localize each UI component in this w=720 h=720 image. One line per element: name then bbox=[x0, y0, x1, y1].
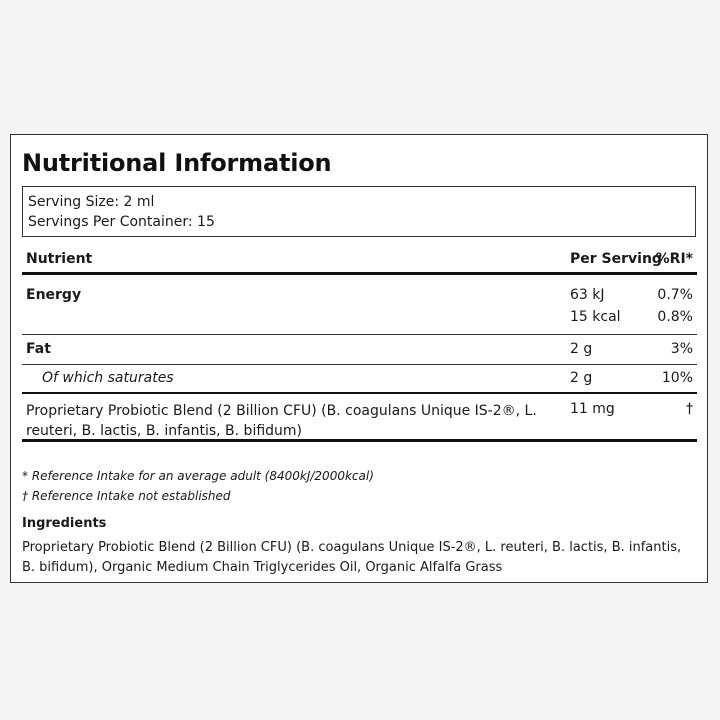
per-serving-value: 15 kcal bbox=[570, 309, 621, 325]
header-ri: %RI* bbox=[655, 251, 693, 267]
nutrition-panel bbox=[10, 134, 708, 583]
panel-title: Nutritional Information bbox=[22, 149, 332, 177]
table-row bbox=[22, 394, 697, 442]
ri-value: 10% bbox=[661, 370, 693, 386]
table-row bbox=[22, 365, 697, 394]
ingredients-text: Proprietary Probiotic Blend (2 Billion CFU) (B. coagulans Unique IS-2®, L. reuteri, B. lactis, B. infantis, B. bifidum), Organic Medium Chain Triglycerides Oil, Organic Alfalfa Grass bbox=[22, 540, 682, 575]
ri-value: 0.8% bbox=[657, 309, 693, 325]
servings-per-container: Servings Per Container: 15 bbox=[28, 214, 215, 230]
ri-value: 3% bbox=[670, 341, 693, 357]
table-row bbox=[22, 306, 697, 335]
nutrient-name: Proprietary Probiotic Blend (2 Billion CFU) (B. coagulans Unique IS-2®, L. reuteri, B. lactis, B. infantis, B. bifidum) bbox=[26, 403, 537, 439]
per-serving-value: 11 mg bbox=[570, 401, 615, 417]
per-serving-value: 2 g bbox=[570, 341, 593, 357]
ri-value: † bbox=[686, 401, 693, 417]
header-per-serving: Per Serving bbox=[570, 251, 662, 267]
footnotes bbox=[22, 466, 374, 506]
per-serving-value: 63 kJ bbox=[570, 287, 605, 303]
table-row bbox=[22, 335, 697, 365]
table-header-row bbox=[22, 247, 697, 275]
serving-info-box bbox=[22, 186, 696, 237]
nutrient-table bbox=[22, 247, 697, 442]
ingredients-title: Ingredients bbox=[22, 516, 107, 531]
ri-value: 0.7% bbox=[657, 287, 693, 303]
nutrient-name: Of which saturates bbox=[42, 370, 174, 386]
serving-size: Serving Size: 2 ml bbox=[28, 194, 155, 210]
dagger-footnote: † Reference Intake not established bbox=[22, 489, 231, 503]
nutrient-name: Fat bbox=[26, 341, 51, 357]
per-serving-value: 2 g bbox=[570, 370, 593, 386]
table-row bbox=[22, 275, 697, 306]
nutrient-name: Energy bbox=[26, 287, 82, 303]
ri-footnote: * Reference Intake for an average adult (8400kJ/2000kcal) bbox=[22, 469, 374, 483]
header-nutrient: Nutrient bbox=[26, 251, 93, 267]
